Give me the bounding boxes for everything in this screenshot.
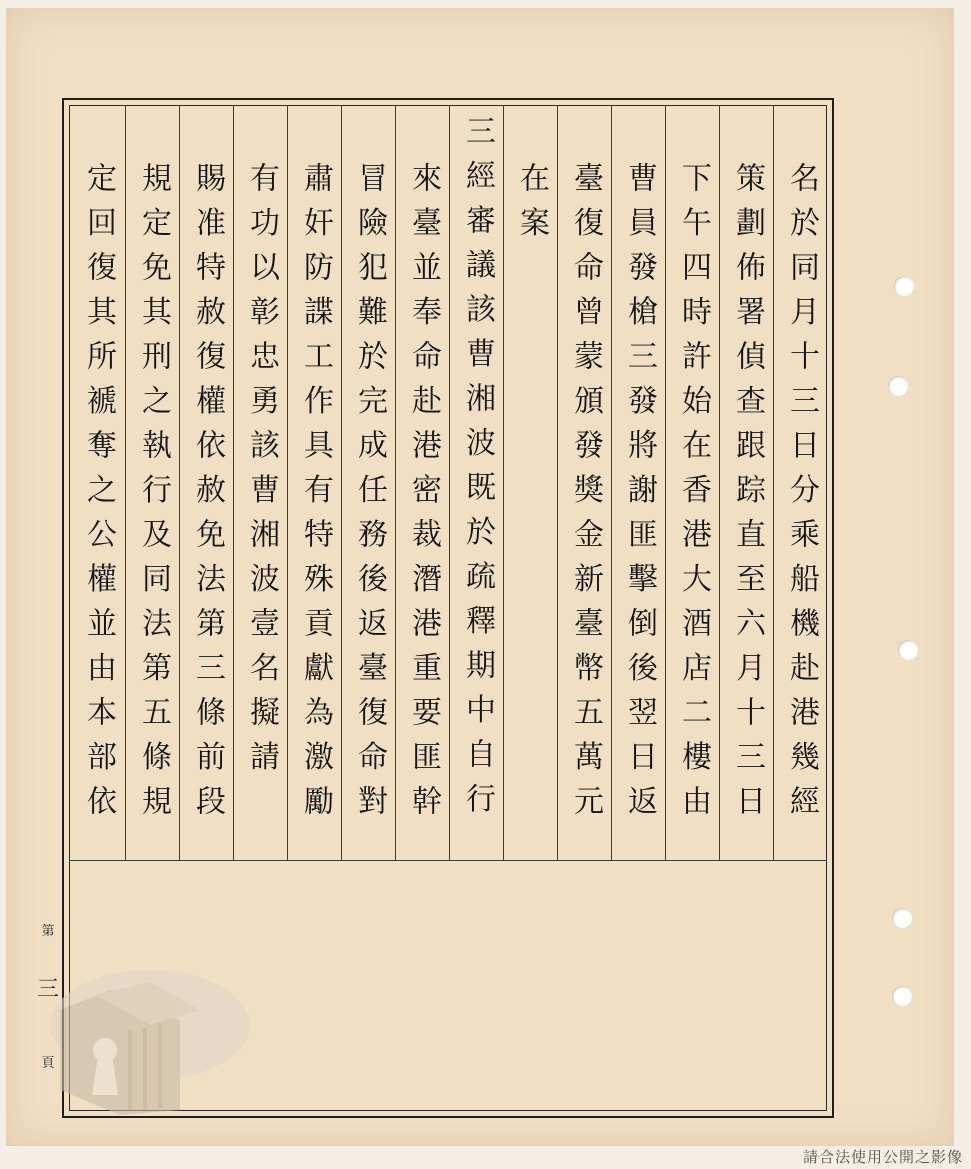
text-column-4-text: 曹員發槍三發將謝匪擊倒後翌日返 [622,162,657,830]
text-column-8-text: 三經審議該曹湘波既於疏釋期中自行 [460,115,495,827]
text-column-14 [125,105,179,860]
text-column-10-text: 冒險犯難於完成任務後返臺復命對 [352,162,387,830]
text-column-1 [773,105,827,860]
archive-watermark-icon [0,970,250,1120]
text-column-6 [503,105,557,860]
punch-hole [898,640,918,660]
text-column-15 [71,105,125,860]
text-column-9-text: 來臺並奉命赴港密裁潛港重要匪幹 [406,162,441,830]
page-number: 三 [36,977,59,1002]
text-column-11-text: 肅奸防諜工作具有特殊貢獻為激勵 [298,162,333,830]
grid-bottom-rule [69,860,827,861]
text-column-13 [179,105,233,860]
text-column-8 [449,105,503,860]
punch-hole [888,376,908,396]
text-column-11 [287,105,341,860]
usage-notice: 請合法使用公開之影像 [802,1148,963,1166]
text-column-12 [233,105,287,860]
text-column-1-text: 名於同月十三日分乘船機赴港幾經 [784,162,819,830]
text-column-5-text: 臺復命曾蒙頒發獎金新臺幣五萬元 [568,162,603,830]
text-column-3 [665,105,719,860]
text-column-3-text: 下午四時許始在香港大酒店二樓由 [676,162,711,830]
text-column-13-text: 賜准特赦復權依赦免法第三條前段 [190,162,225,830]
text-column-9 [395,105,449,860]
text-column-10 [341,105,395,860]
text-column-2 [719,105,773,860]
punch-hole [892,986,912,1006]
text-column-15-text: 定回復其所褫奪之公權並由本部依 [81,162,116,830]
punch-hole [892,908,912,928]
page-label-top: 第 [41,924,55,939]
punch-hole [894,276,914,296]
text-column-14-text: 規定免其刑之執行及同法第五條規 [136,162,171,830]
page-label-bottom: 頁 [41,1056,55,1071]
text-column-2-text: 策劃佈署偵查跟踪直至六月十三日 [730,162,765,830]
text-column-4 [611,105,665,860]
text-column-6-text: 在案 [514,162,549,251]
text-column-12-text: 有功以彰忠勇該曹湘波壹名擬請 [244,162,279,785]
text-column-5 [557,105,611,860]
